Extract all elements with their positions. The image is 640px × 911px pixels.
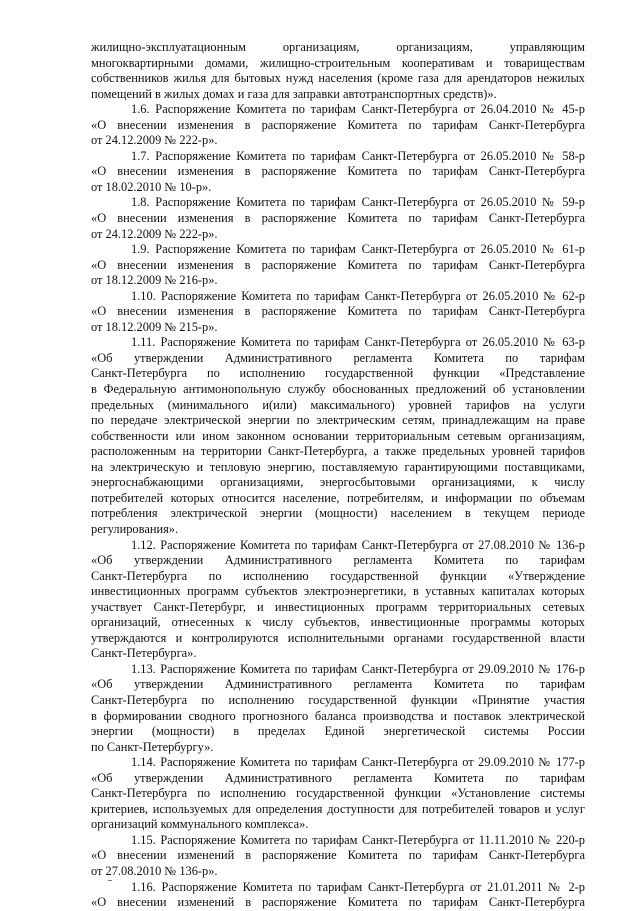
text-line: по Санкт-Петербургу».	[91, 739, 214, 754]
text-line: организаций коммунального комплекса».	[91, 817, 309, 832]
text-line: 1.6. Распоряжение Комитета по тарифам Санкт-Петербурга от 26.04.2010 № 45-р	[131, 102, 585, 117]
text-line: в Федеральную антимонопольную службу обоснованных предложений об установлении	[91, 382, 585, 397]
text-line: помещений в жилых домах и газа для заправки автотранспортных средств)».	[91, 86, 497, 101]
text-line: от 27.08.2010 № 136-р».	[91, 863, 218, 878]
text-line: от 18.02.2010 № 10-р».	[91, 179, 212, 194]
text-line: 1.10. Распоряжение Комитета по тарифам Санкт-Петербурга от 26.05.2010 № 62-р	[131, 288, 585, 303]
text-line: «Об утверждении Административного регламента Комитета по тарифам	[91, 677, 585, 692]
paragraph-1-6	[91, 102, 585, 149]
text-line: 1.13. Распоряжение Комитета по тарифам Санкт-Петербурга от 29.09.2010 № 176-р	[131, 661, 585, 676]
text-line: 1.11. Распоряжение Комитета по тарифам Санкт-Петербурга от 26.05.2010 № 63-р	[131, 335, 585, 350]
text-line: от 24.12.2009 № 222-р».	[91, 133, 218, 148]
text-line: «О внесении изменений в распоряжение Комитета по тарифам Санкт-Петербурга	[91, 895, 585, 910]
text-line: инвестиционных программ субъектов электроэнергетики, в уставных капиталах которых	[91, 584, 585, 599]
text-line: многоквартирными домами, жилищно-строительным кооперативам и товариществам	[91, 55, 585, 70]
paragraph-1-7	[91, 149, 585, 196]
text-line: потребителей которых относится население, потребителям, и информации по объемам	[91, 490, 585, 505]
paragraph-1-8	[91, 195, 585, 242]
text-line: собственности или ином законном основании территориальным сетевым организациям,	[91, 428, 585, 443]
text-line: «О внесении изменения в распоряжение Комитета по тарифам Санкт-Петербурга	[91, 117, 585, 132]
text-line: 1.16. Распоряжение Комитета по тарифам Санкт-Петербурга от 21.01.2011 № 2-р	[131, 879, 585, 894]
paragraph-1-14	[91, 755, 585, 833]
text-line: 1.8. Распоряжение Комитета по тарифам Санкт-Петербурга от 26.05.2010 № 59-р	[131, 195, 585, 210]
text-line: «Об утверждении Административного регламента Комитета по тарифам	[91, 350, 585, 365]
text-line: регулирования».	[91, 521, 179, 536]
text-line: «Об утверждении Административного регламента Комитета по тарифам	[91, 553, 585, 568]
text-line: расположенным на территории Санкт-Петербурга, а также предельных уровней тарифов	[91, 444, 585, 459]
paragraph-1-16	[91, 880, 585, 911]
paragraph-1-13	[91, 662, 585, 755]
page-footer-mark	[108, 880, 112, 881]
text-line: потребления электрической энергии (мощности) населением в текущем периоде	[91, 506, 585, 521]
text-line: Санкт-Петербурга по исполнению государственной функции «Принятие участия	[91, 692, 585, 707]
text-line: 1.9. Распоряжение Комитета по тарифам Санкт-Петербурга от 26.05.2010 № 61-р	[131, 242, 585, 257]
paragraph-1-15	[91, 833, 585, 880]
paragraph-continuation	[91, 40, 585, 102]
text-line: Санкт-Петербурга».	[91, 646, 197, 661]
text-line: 1.7. Распоряжение Комитета по тарифам Санкт-Петербурга от 26.05.2010 № 58-р	[131, 148, 585, 163]
text-line: утверждаются и контролируются исполнительными органами государственной власти	[91, 630, 585, 645]
text-line: собственников жилья для бытовых нужд населения (кроме газа для арендаторов нежилых	[91, 71, 585, 86]
text-line: предельных (минимального и(или) максимального) уровней тарифов на услуги	[91, 397, 585, 412]
text-line: «О внесении изменения в распоряжение Комитета по тарифам Санкт-Петербурга	[91, 164, 585, 179]
text-line: на электрическую и тепловую энергию, поставляемую гарантирующими поставщиками,	[91, 459, 585, 474]
paragraph-1-10	[91, 289, 585, 336]
paragraph-1-9	[91, 242, 585, 289]
text-line: Санкт-Петербурга по исполнению государственной функции «Установление системы	[91, 786, 585, 801]
text-line: «О внесении изменений в распоряжение Комитета по тарифам Санкт-Петербурга	[91, 848, 585, 863]
text-line: энергоснабжающими организациями, энергосбытовыми организациями, к числу	[91, 475, 585, 490]
text-line: 1.14. Распоряжение Комитета по тарифам Санкт-Петербурга от 29.09.2010 № 177-р	[131, 755, 585, 770]
text-line: «О внесении изменения в распоряжение Комитета по тарифам Санкт-Петербурга	[91, 211, 585, 226]
text-line: критериев, используемых для определения доступности для потребителей товаров и услуг	[91, 801, 585, 816]
text-line: 1.12. Распоряжение Комитета по тарифам Санкт-Петербурга от 27.08.2010 № 136-р	[131, 537, 585, 552]
text-line: от 18.12.2009 № 215-р».	[91, 319, 218, 334]
text-line: «О внесении изменения в распоряжение Комитета по тарифам Санкт-Петербурга	[91, 304, 585, 319]
text-line: организаций, отнесенных к числу субъектов, инвестиционные программы которых	[91, 615, 585, 630]
text-line: «О внесении изменения в распоряжение Комитета по тарифам Санкт-Петербурга	[91, 257, 585, 272]
text-line: 1.15. Распоряжение Комитета по тарифам Санкт-Петербурга от 11.11.2010 № 220-р	[131, 832, 585, 847]
text-line: по передаче электрической энергии по электрическим сетям, принадлежащим на праве	[91, 413, 585, 428]
text-line: от 24.12.2009 № 222-р».	[91, 226, 218, 241]
text-line: «Об утверждении Административного регламента Комитета по тарифам	[91, 770, 585, 785]
paragraph-1-11	[91, 335, 585, 537]
text-line: от 18.12.2009 № 216-р».	[91, 273, 218, 288]
document-page	[91, 40, 585, 911]
text-line: в формировании сводного прогнозного баланса производства и поставок электрической	[91, 708, 585, 723]
text-line: жилищно-эксплуатационным организациям, организациям, управляющим	[91, 40, 585, 54]
text-line: Санкт-Петербурга по исполнению государственной функции «Утверждение	[91, 568, 585, 583]
paragraph-1-12	[91, 538, 585, 662]
text-line: Санкт-Петербурга по исполнению государственной функции «Представление	[91, 366, 585, 381]
text-line: энергии (мощности) в пределах Единой энергетической системы России	[91, 724, 585, 739]
text-line: участвует Санкт-Петербург, и инвестиционных программ территориальных сетевых	[91, 599, 585, 614]
